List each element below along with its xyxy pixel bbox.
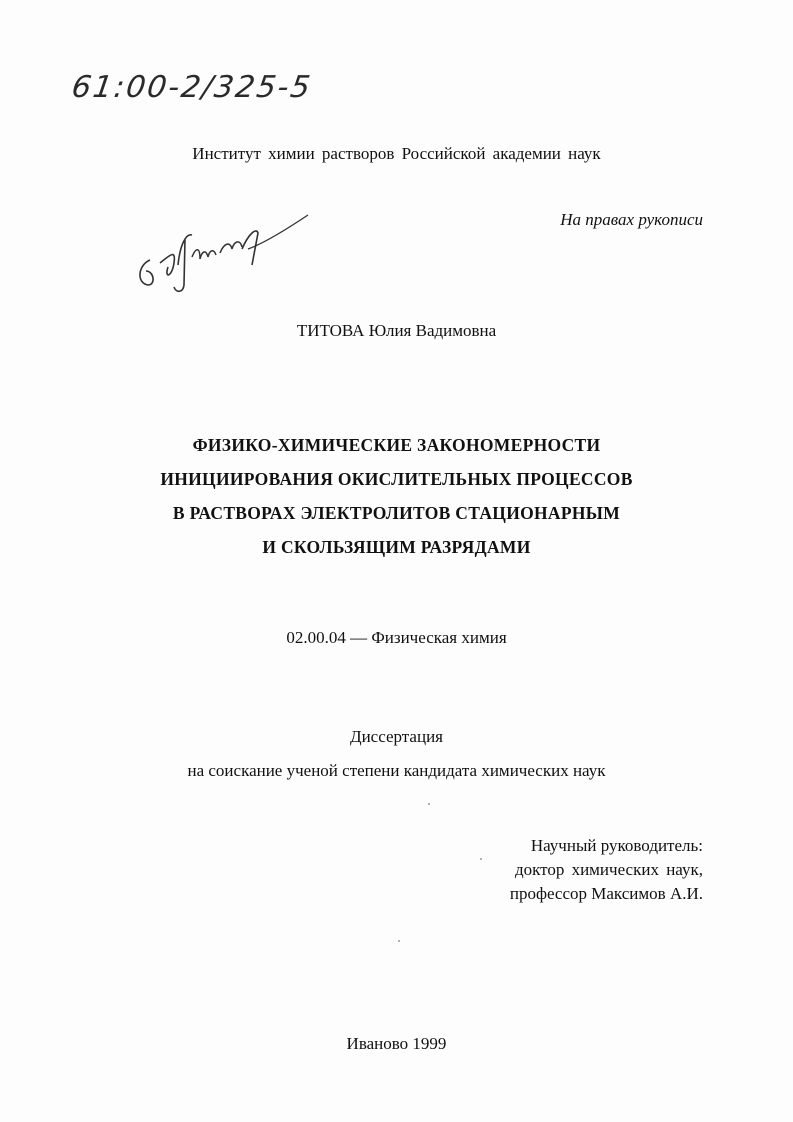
scan-speck: [428, 803, 430, 805]
title-line: В РАСТВОРАХ ЭЛЕКТРОЛИТОВ СТАЦИОНАРНЫМ: [172, 503, 621, 523]
document-type: Диссертация: [349, 727, 443, 746]
title-line: И СКОЛЬЗЯЩИМ РАЗРЯДАМИ: [262, 537, 531, 557]
signature: [130, 205, 310, 300]
specialty-code: 02.00.04 — Физическая химия: [286, 628, 507, 647]
author-name: ТИТОВА Юлия Вадимовна: [296, 321, 497, 340]
scan-speck: [480, 858, 482, 860]
scientific-advisor: [510, 834, 703, 906]
institute-name: Институт химии растворов Российской академии наук: [192, 144, 601, 163]
advisor-name: профессор Максимов А.И.: [509, 884, 703, 903]
scan-speck: [398, 940, 400, 942]
advisor-label: Научный руководитель:: [530, 836, 703, 855]
title-line: ФИЗИКО-ХИМИЧЕСКИЕ ЗАКОНОМЕРНОСТИ: [192, 435, 601, 455]
advisor-degree: доктор химических наук,: [514, 860, 703, 879]
archive-code: 61:00-2/325-5: [69, 70, 315, 105]
title-line: ИНИЦИИРОВАНИЯ ОКИСЛИТЕЛЬНЫХ ПРОЦЕССОВ: [160, 469, 633, 489]
degree-statement: на соискание ученой степени кандидата химических наук: [187, 761, 606, 780]
rights-note: На правах рукописи: [560, 210, 703, 229]
dissertation-title: [0, 428, 793, 564]
city-year: Иваново 1999: [346, 1034, 447, 1053]
